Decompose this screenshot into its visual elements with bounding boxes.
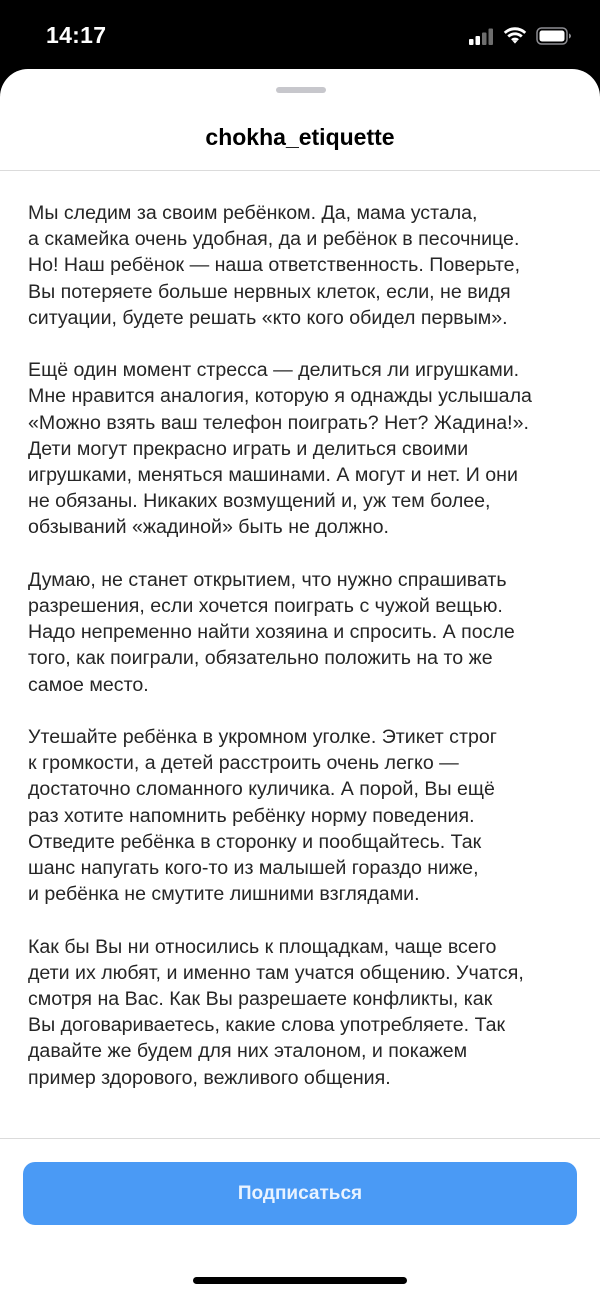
caption-line: игрушками, меняться машинами. А могут и нет. И они	[28, 464, 518, 487]
caption-line: того, как поиграли, обязательно положить на то же	[28, 647, 493, 670]
caption-line: Думаю, не станет открытием, что нужно спрашивать	[28, 568, 507, 591]
status-bar	[0, 0, 600, 70]
caption-line: пример здорового, вежливого общения.	[28, 1066, 391, 1089]
status-icons	[469, 26, 572, 46]
caption-line: Ещё один момент стресса — делиться ли игрушками.	[28, 359, 520, 382]
caption-line: Надо непременно найти хозяина и спросить. А после	[28, 621, 515, 644]
caption-text	[28, 200, 578, 1117]
caption-line: не обязаны. Никаких возмущений и, уж тем более,	[28, 490, 491, 513]
caption-line: смотря на Вас. Как Вы разрешаете конфликты, как	[28, 988, 493, 1011]
caption-line: и ребёнка не смутите лишними взглядами.	[28, 883, 420, 906]
caption-line: «Можно взять ваш телефон поиграть? Нет? Жадина!».	[28, 411, 529, 434]
caption-line: шанс напугать кого-то из малышей гораздо ниже,	[28, 857, 479, 880]
caption-line: Но! Наш ребёнок — наша ответственность. Поверьте,	[28, 254, 521, 277]
caption-line: самое место.	[28, 673, 149, 696]
cellular-signal-icon	[469, 28, 494, 45]
caption-line: обзываний «жадиной» быть не должно.	[28, 516, 389, 539]
caption-line: давайте же будем для них эталоном, и покажем	[28, 1040, 468, 1063]
caption-line: к громкости, а детей расстроить очень легко —	[28, 752, 459, 775]
caption-paragraph	[28, 200, 578, 331]
caption-paragraph	[28, 357, 578, 540]
footer-divider	[0, 1138, 600, 1139]
caption-line: а скамейка очень удобная, да и ребёнок в песочнице.	[28, 228, 520, 251]
caption-paragraph	[28, 724, 578, 907]
caption-line: дети их любят, и именно там учатся общению. Учатся,	[28, 961, 524, 984]
caption-line: Отведите ребёнка в сторонку и пообщайтесь. Так	[28, 830, 482, 853]
caption-line: достаточно сломанного куличика. А порой, Вы ещё	[28, 778, 495, 801]
home-indicator	[193, 1277, 407, 1284]
caption-line: Вы договариваетесь, какие слова употребляете. Так	[28, 1014, 506, 1037]
status-time: 14:17	[46, 22, 107, 48]
wifi-icon	[503, 27, 527, 45]
caption-line: Мы следим за своим ребёнком. Да, мама устала,	[28, 202, 478, 224]
caption-line: Вы потеряете больше нервных клеток, если, не видя	[28, 280, 511, 303]
caption-paragraph	[28, 934, 578, 1091]
sheet-title: chokha_etiquette	[205, 124, 395, 150]
caption-line: Как бы Вы ни относились к площадкам, чаще всего	[28, 935, 497, 958]
header-divider	[0, 170, 600, 171]
caption-line: Мне нравится аналогия, которую я однажды услышала	[28, 385, 532, 408]
caption-line: раз хотите напомнить ребёнку норму поведения.	[28, 804, 475, 827]
bottom-sheet	[0, 69, 600, 1297]
caption-line: ситуации, будете решать «кто кого обидел первым».	[28, 306, 508, 329]
caption-line: Дети могут прекрасно играть и делиться своими	[28, 437, 469, 460]
battery-icon	[536, 27, 572, 45]
caption-line: разрешения, если хочется поиграть с чужой вещью.	[28, 595, 503, 618]
caption-line: Утешайте ребёнка в укромном уголке. Этикет строг	[28, 726, 497, 749]
sheet-grabber[interactable]	[276, 87, 326, 93]
caption-paragraph	[28, 567, 578, 698]
subscribe-button[interactable]: Подписаться	[23, 1162, 577, 1225]
